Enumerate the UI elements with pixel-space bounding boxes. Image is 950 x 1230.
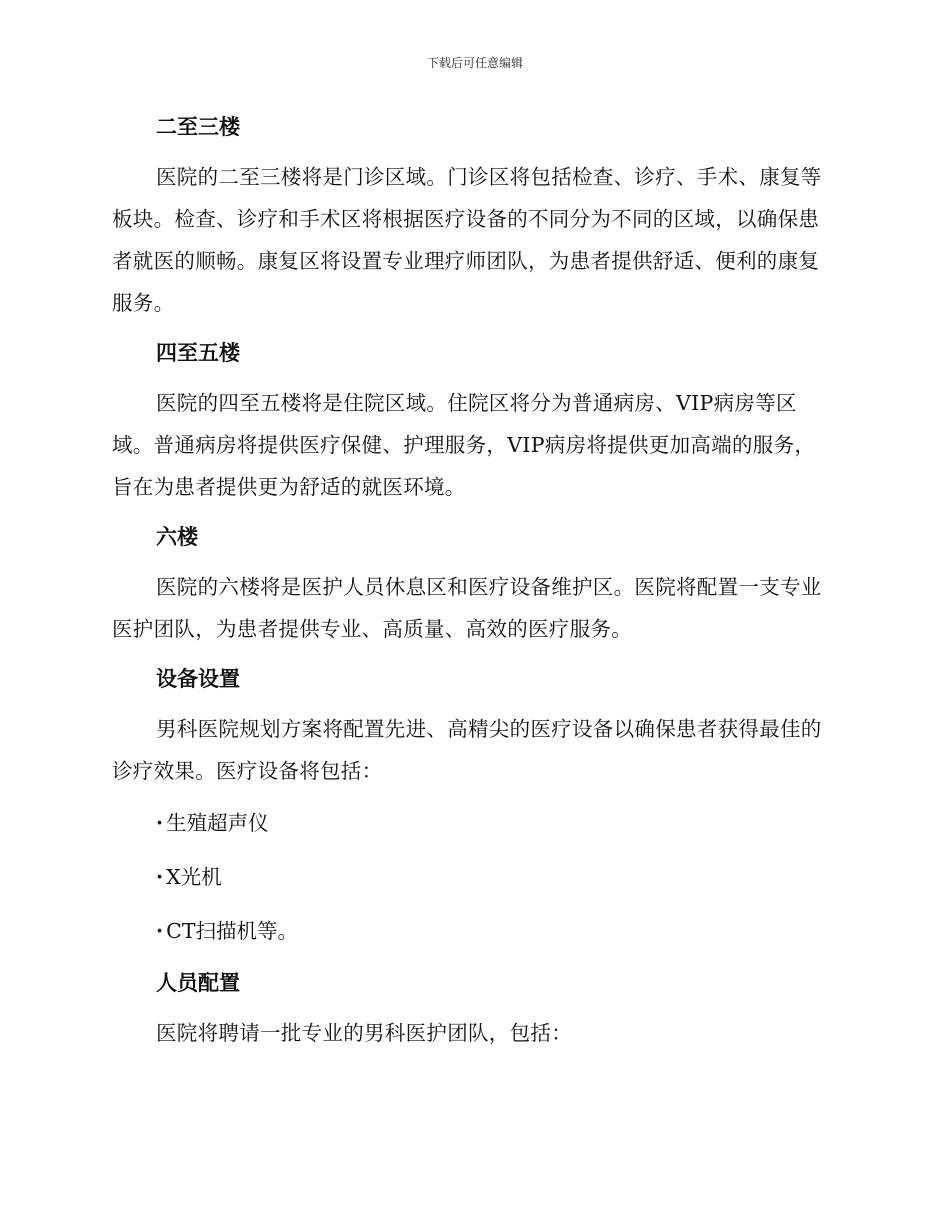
section-equipment xyxy=(112,660,832,952)
list-item xyxy=(112,856,832,898)
section-heading: 设备设置 xyxy=(156,667,240,691)
section-heading: 六楼 xyxy=(156,525,198,549)
section-paragraph: 医院的二至三楼将是门诊区域。门诊区将包括检查、诊疗、手术、康复等板块。检查、诊疗和手术区将根据医疗设备的不同分为不同的区域，以确保患者就医的顺畅。康复区将设置专业理疗师团队，为患者提供舒适、便利的康复服务。 xyxy=(112,165,822,315)
list-item xyxy=(112,910,832,952)
list-item-text: 生殖超声仪 xyxy=(166,811,269,835)
list-item xyxy=(112,802,832,844)
section-paragraph: 医院将聘请一批专业的男科医护团队，包括： xyxy=(156,1021,572,1045)
list-item-text: X光机 xyxy=(166,865,222,889)
list-item-text: CT扫描机等。 xyxy=(166,919,298,943)
section-floor-6 xyxy=(112,518,832,650)
section-staffing xyxy=(112,964,832,1054)
section-heading: 四至五楼 xyxy=(156,341,240,365)
section-paragraph: 男科医院规划方案将配置先进、高精尖的医疗设备以确保患者获得最佳的诊疗效果。医疗设备将包括： xyxy=(112,717,822,783)
section-heading: 二至三楼 xyxy=(156,115,240,139)
document-body xyxy=(112,108,832,1064)
bullet-icon: · xyxy=(156,865,164,889)
page-header-note: 下载后可任意编辑 xyxy=(426,56,523,70)
section-floors-4-5 xyxy=(112,334,832,508)
section-paragraph: 医院的六楼将是医护人员休息区和医疗设备维护区。医院将配置一支专业医护团队，为患者提供专业、高质量、高效的医疗服务。 xyxy=(112,575,822,641)
bullet-icon: · xyxy=(156,811,164,835)
section-heading: 人员配置 xyxy=(156,971,240,995)
section-paragraph: 医院的四至五楼将是住院区域。住院区将分为普通病房、VIP病房等区域。普通病房将提供医疗保健、护理服务，VIP病房将提供更加高端的服务，旨在为患者提供更为舒适的就医环境。 xyxy=(112,391,816,499)
bullet-icon: · xyxy=(156,919,164,943)
section-floors-2-3 xyxy=(112,108,832,324)
